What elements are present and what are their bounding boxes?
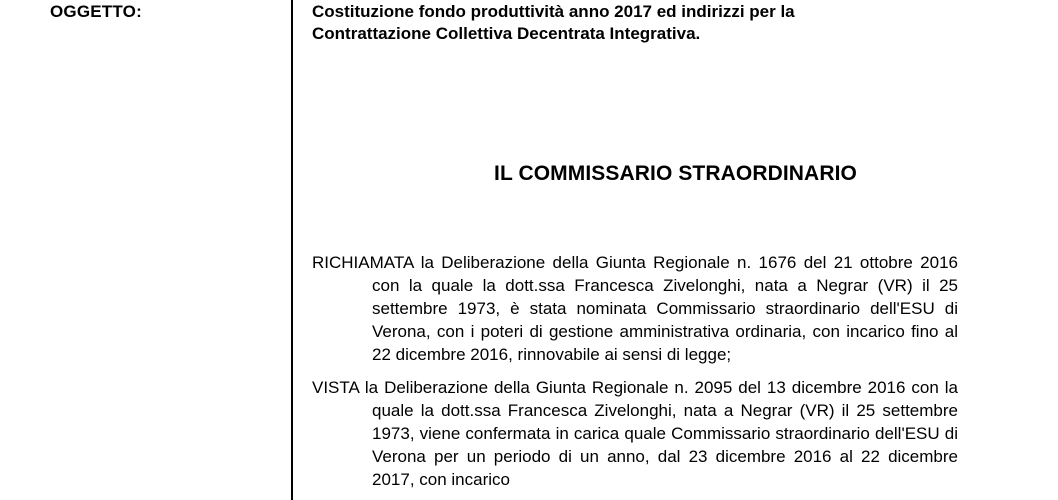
column-divider bbox=[291, 0, 293, 500]
subject-line-2: Contrattazione Collettiva Decentrata Integrativa. bbox=[312, 24, 701, 43]
body-text bbox=[312, 251, 958, 500]
paragraph-lead: RICHIAMATA bbox=[312, 253, 414, 272]
paragraph-richiamata bbox=[312, 251, 958, 366]
subject-text bbox=[312, 1, 952, 45]
subject-label: OGGETTO: bbox=[50, 2, 142, 21]
paragraph-text: la Deliberazione della Giunta Regionale n. 1676 del 21 ottobre 2016 con la quale la dott.ssa Francesca Zivelonghi, nata a Negrar (VR) il 25 settembre 1973, è stata nominata Commissario straordinario dell'ESU di Verona, con i poteri di gestione amministrativa ordinaria, con incarico fino al 22 dicembre 2016, rinnovabile ai sensi di legge; bbox=[372, 253, 958, 364]
paragraph-text: la Deliberazione della Giunta Regionale n. 2095 del 13 dicembre 2016 con la quale la dott.ssa Francesca Zivelonghi, nata a Negrar (VR) il 25 settembre 1973, viene confermata in carica quale Commissario straordinario dell'ESU di Verona per un periodo di un anno, dal 23 dicembre 2016 al 22 dicembre 2017, con incarico bbox=[358, 378, 958, 489]
paragraph-lead: VISTA bbox=[312, 378, 359, 397]
paragraph-vista bbox=[312, 376, 958, 491]
section-heading: IL COMMISSARIO STRAORDINARIO bbox=[494, 162, 857, 185]
subject-line-1: Costituzione fondo produttività anno 2017 ed indirizzi per la bbox=[312, 2, 795, 21]
